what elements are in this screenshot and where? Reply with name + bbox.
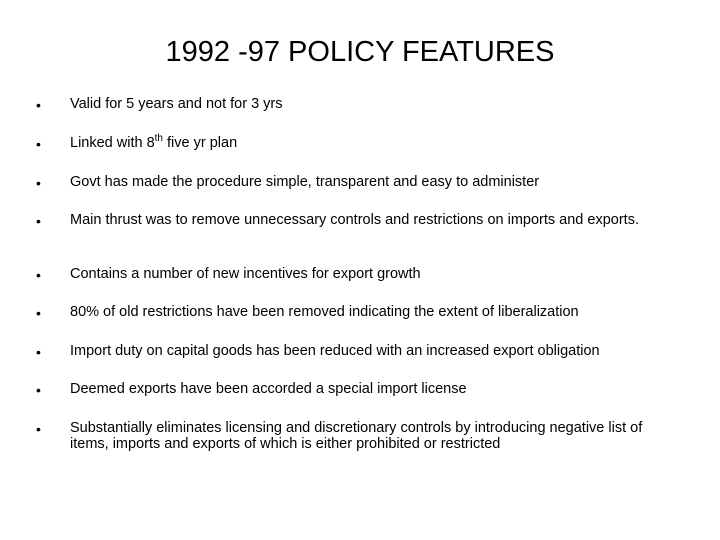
bullet-icon: • (36, 421, 41, 437)
bullet-icon: • (36, 213, 41, 229)
bullet-icon: • (36, 175, 41, 191)
bullet-text: Main thrust was to remove unnecessary controls and restrictions on imports and exports. (70, 212, 639, 228)
bullet-icon: • (36, 97, 41, 113)
bullet-text: Contains a number of new incentives for export growth (70, 266, 421, 282)
bullet-icon: • (36, 344, 41, 360)
bullet-text: 80% of old restrictions have been removed indicating the extent of liberalization (70, 304, 579, 320)
bullet-text: Valid for 5 years and not for 3 yrs (70, 96, 283, 112)
bullet-text-part: Linked with 8 (70, 135, 155, 151)
bullet-text-part: five yr plan (162, 135, 238, 151)
slide-title: 1992 -97 POLICY FEATURES (165, 36, 555, 68)
bullet-icon: • (36, 382, 41, 398)
bullet-text (70, 133, 676, 152)
bullet-icon: • (36, 267, 41, 283)
bullet-text: Deemed exports have been accorded a special import license (70, 381, 467, 397)
superscript: th (154, 133, 163, 144)
bullet-icon: • (36, 305, 41, 321)
bullet-text: Import duty on capital goods has been reduced with an increased export obligation (70, 343, 600, 359)
bullet-text: Substantially eliminates licensing and discretionary controls by introducing negative list of items, imports and exports of which is either prohibited or restricted (70, 420, 643, 452)
bullet-text: Govt has made the procedure simple, transparent and easy to administer (70, 174, 540, 190)
bullet-icon: • (36, 136, 41, 152)
